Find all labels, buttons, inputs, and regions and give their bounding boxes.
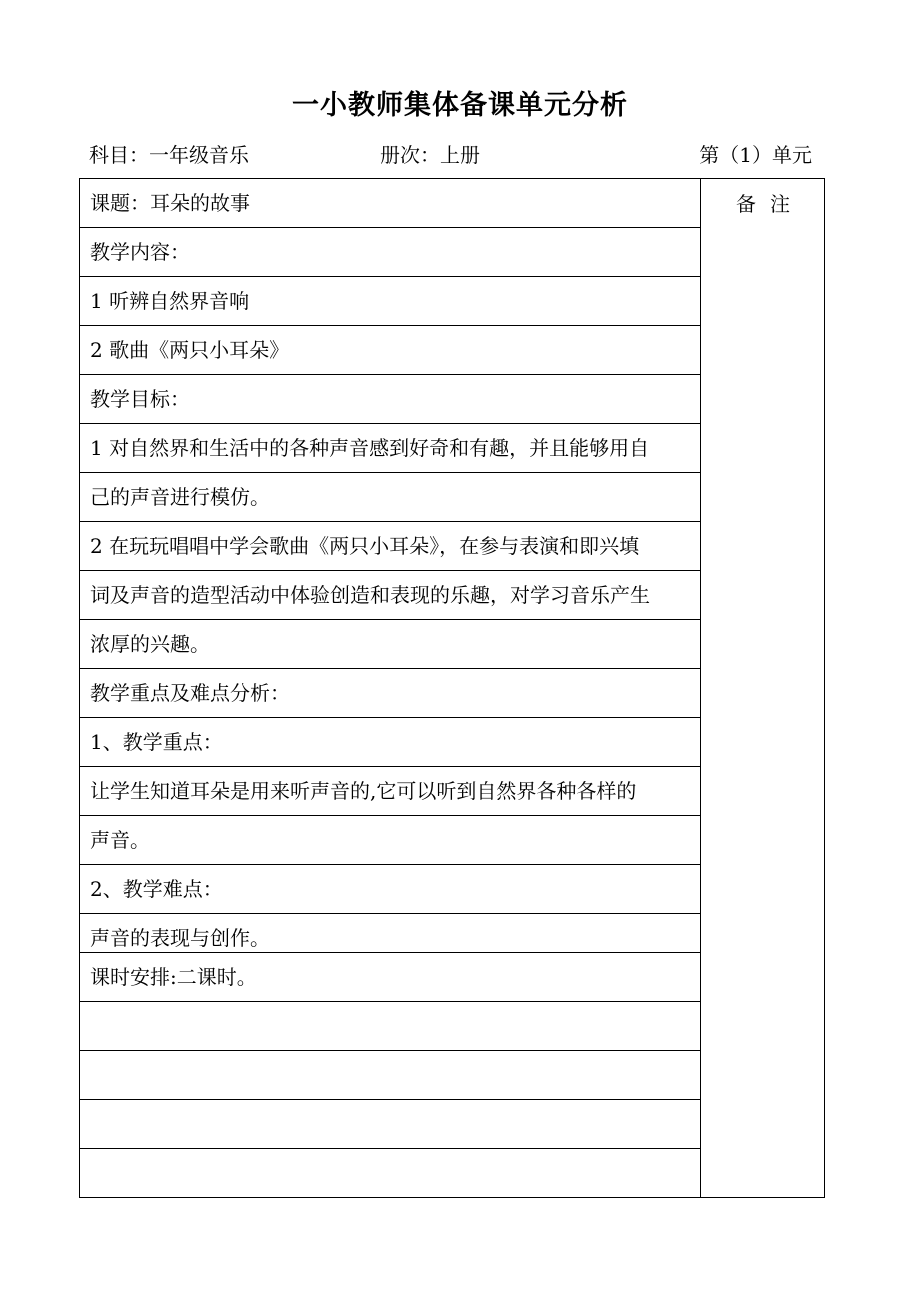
table-row <box>80 914 700 953</box>
remarks-column-divider <box>700 179 701 1197</box>
table-row <box>80 669 700 718</box>
subject-label: 科目：一年级音乐 <box>89 143 249 167</box>
page-title: 一小教师集体备课单元分析 <box>292 90 628 121</box>
table-row <box>80 865 700 914</box>
row-text: 让学生知道耳朵是用来听声音的,它可以听到自然界各种各样的 <box>90 779 637 803</box>
row-text: 1 听辨自然界音响 <box>90 289 250 313</box>
table-row <box>80 571 700 620</box>
row-text: 2、教学难点： <box>90 877 223 901</box>
table-row <box>80 375 700 424</box>
table-row <box>80 473 700 522</box>
table-row <box>80 424 700 473</box>
table-row <box>80 522 700 571</box>
unit-label: 第（1）单元 <box>699 143 812 167</box>
table-row <box>80 179 700 228</box>
table-row <box>80 1100 700 1149</box>
remarks-header: 备注 <box>736 192 804 216</box>
row-text: 浓厚的兴趣。 <box>90 632 210 656</box>
table-row <box>80 718 700 767</box>
row-text: 课题：耳朵的故事 <box>90 191 250 215</box>
table-row <box>80 767 700 816</box>
table-row <box>80 1002 700 1051</box>
table-row <box>80 1051 700 1100</box>
table-row <box>80 1149 700 1197</box>
row-text: 己的声音进行模仿。 <box>90 485 270 509</box>
lesson-table <box>79 178 825 1198</box>
row-text: 声音的表现与创作。 <box>90 926 270 950</box>
row-text: 声音。 <box>90 828 150 852</box>
row-text: 1、教学重点： <box>90 730 223 754</box>
row-text: 2 在玩玩唱唱中学会歌曲《两只小耳朵》，在参与表演和即兴填 <box>90 534 640 558</box>
table-row <box>80 953 700 1002</box>
row-text: 教学目标： <box>90 387 190 411</box>
table-row <box>80 228 700 277</box>
row-text: 2 歌曲《两只小耳朵》 <box>90 338 290 362</box>
row-text: 教学重点及难点分析： <box>90 681 290 705</box>
row-text: 词及声音的造型活动中体验创造和表现的乐趣，对学习音乐产生 <box>90 583 650 607</box>
table-row <box>80 277 700 326</box>
volume-label: 册次：上册 <box>380 143 480 167</box>
row-text: 1 对自然界和生活中的各种声音感到好奇和有趣，并且能够用自 <box>90 436 650 460</box>
table-row <box>80 326 700 375</box>
row-text: 课时安排:二课时。 <box>90 965 257 989</box>
table-row <box>80 816 700 865</box>
row-text: 教学内容： <box>90 240 190 264</box>
table-row <box>80 620 700 669</box>
